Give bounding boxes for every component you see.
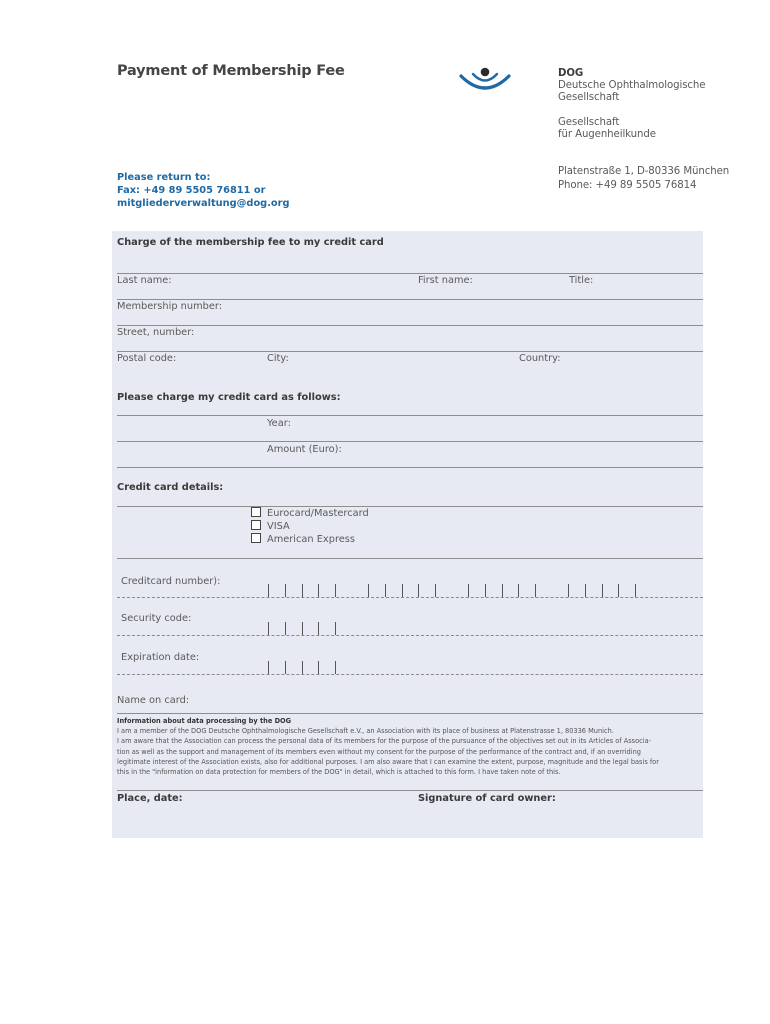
charge-heading: Please charge my credit card as follows:: [117, 392, 341, 403]
info-line: this in the "information on data protection for members of the DOG" in detail, which is attached to this form. I have taken note of this.: [117, 768, 561, 777]
digit-tick: [318, 584, 319, 597]
divider: [117, 325, 703, 326]
visa-checkbox[interactable]: [251, 520, 261, 530]
dashed-divider: [117, 635, 703, 636]
divider: [117, 790, 703, 791]
street-field[interactable]: Street, number:: [117, 327, 195, 338]
digit-tick: [285, 584, 286, 597]
return-label: Please return to:: [117, 172, 211, 183]
card-details-heading: Credit card details:: [117, 482, 224, 493]
dashed-divider: [117, 674, 703, 675]
divider: [117, 299, 703, 300]
org-phone: Phone: +49 89 5505 76814: [558, 180, 697, 191]
page-title: Payment of Membership Fee: [117, 63, 345, 79]
digit-tick: [635, 584, 636, 597]
divider: [117, 713, 703, 714]
section-title: Charge of the membership fee to my credit card: [117, 237, 384, 248]
info-line: legitimate interest of the Association exists, also for additional purposes. I am also aware that I can examine the extent, purpose, magnitude and the legal basis for: [117, 757, 659, 766]
digit-tick: [302, 584, 303, 597]
digit-tick: [435, 584, 436, 597]
last-name-field[interactable]: Last name:: [117, 275, 172, 286]
eurocard-label: Eurocard/Mastercard: [267, 508, 369, 519]
digit-tick: [302, 622, 303, 635]
digit-tick: [318, 622, 319, 635]
digit-tick: [518, 584, 519, 597]
digit-tick: [335, 661, 336, 674]
first-name-field[interactable]: First name:: [418, 275, 473, 286]
digit-tick: [568, 584, 569, 597]
info-line: I am a member of the DOG Deutsche Ophthalmologische Gesellschaft e.V., an Association with its place of business at Platenstrasse 1, 80336 Munich.: [117, 727, 614, 736]
digit-tick: [368, 584, 369, 597]
dashed-divider: [117, 597, 703, 598]
digit-tick: [385, 584, 386, 597]
place-date-field[interactable]: Place, date:: [117, 793, 183, 804]
org-subtitle-line2: für Augenheilkunde: [558, 129, 656, 140]
digit-tick: [318, 661, 319, 674]
return-email: mitgliederverwaltung@dog.org: [117, 198, 290, 209]
digit-tick: [485, 584, 486, 597]
expiration-date-label: Expiration date:: [121, 652, 200, 663]
security-code-label: Security code:: [121, 613, 192, 624]
info-line: I am aware that the Association can process the personal data of its members for the purpose of the pursuance of the objectives set out in its Articles of Associa-: [117, 737, 652, 746]
digit-tick: [335, 622, 336, 635]
amount-field[interactable]: Amount (Euro):: [267, 444, 342, 455]
org-name-line2: Gesellschaft: [558, 92, 620, 103]
digit-tick: [268, 661, 269, 674]
eurocard-checkbox[interactable]: [251, 507, 261, 517]
divider: [117, 558, 703, 559]
org-name-line1: Deutsche Ophthalmologische: [558, 80, 706, 91]
digit-tick: [285, 622, 286, 635]
info-heading: Information about data processing by the DOG: [117, 717, 292, 725]
info-line: tion as well as the support and management of its members even without my consent for the purpose of the performance of the contract and, if an overriding: [117, 747, 641, 756]
country-field[interactable]: Country:: [519, 353, 561, 364]
title-field[interactable]: Title:: [569, 275, 594, 286]
amex-label: American Express: [267, 534, 355, 545]
digit-tick: [535, 584, 536, 597]
divider: [117, 415, 703, 416]
return-fax: Fax: +49 89 5505 76811 or: [117, 185, 266, 196]
data-processing-info: [117, 716, 707, 777]
digit-tick: [335, 584, 336, 597]
year-field[interactable]: Year:: [267, 418, 291, 429]
divider: [117, 351, 703, 352]
digit-tick: [302, 661, 303, 674]
divider: [117, 467, 703, 468]
city-field[interactable]: City:: [267, 353, 289, 364]
eye-logo-icon: [458, 62, 512, 96]
org-subtitle-line1: Gesellschaft: [558, 117, 620, 128]
digit-tick: [402, 584, 403, 597]
name-on-card-field[interactable]: Name on card:: [117, 695, 190, 706]
visa-label: VISA: [267, 521, 290, 532]
creditcard-number-label: Creditcard number):: [121, 576, 221, 587]
digit-tick: [585, 584, 586, 597]
postal-code-field[interactable]: Postal code:: [117, 353, 177, 364]
digit-tick: [268, 622, 269, 635]
org-abbreviation: DOG: [558, 68, 584, 79]
digit-tick: [285, 661, 286, 674]
amex-checkbox[interactable]: [251, 533, 261, 543]
digit-tick: [418, 584, 419, 597]
digit-tick: [468, 584, 469, 597]
digit-tick: [602, 584, 603, 597]
divider: [117, 441, 703, 442]
digit-tick: [502, 584, 503, 597]
digit-tick: [618, 584, 619, 597]
org-address: Platenstraße 1, D-80336 München: [558, 166, 730, 177]
divider: [117, 273, 703, 274]
signature-field[interactable]: Signature of card owner:: [418, 793, 556, 804]
digit-tick: [268, 584, 269, 597]
membership-number-field[interactable]: Membership number:: [117, 301, 223, 312]
divider: [117, 506, 703, 507]
